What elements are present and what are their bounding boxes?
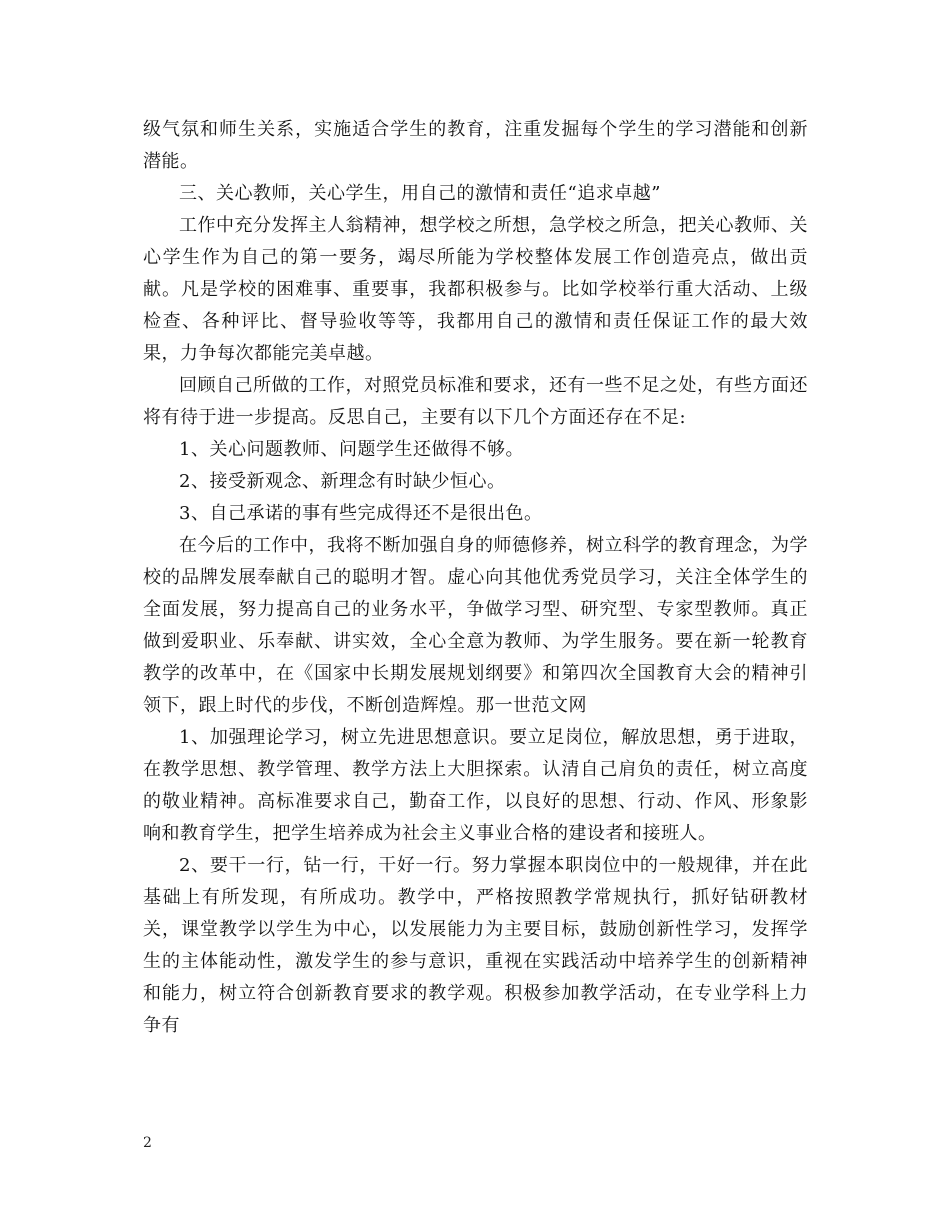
page-number: 2 <box>143 1135 152 1151</box>
shortcoming-item-2: 2、接受新观念、新理念有时缺少恒心。 <box>179 471 506 492</box>
shortcoming-item-3: 3、自己承诺的事有些完成得还不是很出色。 <box>179 503 543 524</box>
paragraph-continuation: 级气氛和师生关系，实施适合学生的教育，注重发掘每个学生的学习潜能和创新潜能。 <box>143 119 808 172</box>
section-heading-three: 三、关心教师，关心学生，用自己的激情和责任“追求卓越” <box>179 183 661 204</box>
paragraph-work: 工作中充分发挥主人翁精神，想学校之所想，急学校之所急，把关心教师、关心学生作为自己的第一要务，竭尽所能为学校整体发展工作创造亮点，做出贡献。凡是学校的困难事、重要事，我都积极参与。比如学校举行重大活动、上级检查、各种评比、督导验收等等，我都用自己的激情和责任保证工作的最大效果，力争每次都能完美卓越。 <box>143 215 808 364</box>
plan-item-2: 2、要干一行，钻一行，干好一行。努力掌握本职岗位中的一般规律，并在此基础上有所发现，有所成功。教学中，严格按照教学常规执行，抓好钻研教材关，课堂教学以学生为中心，以发展能力为主要目标，鼓励创新性学习，发挥学生的主体能动性，激发学生的参与意识，重视在实践活动中培养学生的创新精神和能力，树立符合创新教育要求的教学观。积极参加教学活动，在专业学科上力争有 <box>143 855 808 1036</box>
paragraph-review: 回顾自己所做的工作，对照党员标准和要求，还有一些不足之处，有些方面还将有待于进一步提高。反思自己，主要有以下几个方面还存在不足: <box>143 375 808 428</box>
shortcoming-item-1: 1、关心问题教师、问题学生还做得不够。 <box>179 439 524 460</box>
paragraph-future: 在今后的工作中，我将不断加强自身的师德修养，树立科学的教育理念，为学校的品牌发展奉献自己的聪明才智。虚心向其他优秀党员学习，关注全体学生的全面发展，努力提高自己的业务水平，争做学习型、研究型、专家型教师。真正做到爱职业、乐奉献、讲实效，全心全意为教师、为学生服务。要在新一轮教育教学的改革中，在《国家中长期发展规划纲要》和第四次全国教育大会的精神引领下，跟上时代的步伐，不断创造辉煌。那一世范文网 <box>143 535 808 716</box>
document-body <box>143 114 808 1042</box>
plan-item-1: 1、加强理论学习，树立先进思想意识。要立足岗位，解放思想，勇于进取，在教学思想、教学管理、教学方法上大胆探索。认清自己肩负的责任，树立高度的敬业精神。高标准要求自己，勤奋工作，以良好的思想、行动、作风、形象影响和教育学生，把学生培养成为社会主义事业合格的建设者和接班人。 <box>143 727 808 844</box>
